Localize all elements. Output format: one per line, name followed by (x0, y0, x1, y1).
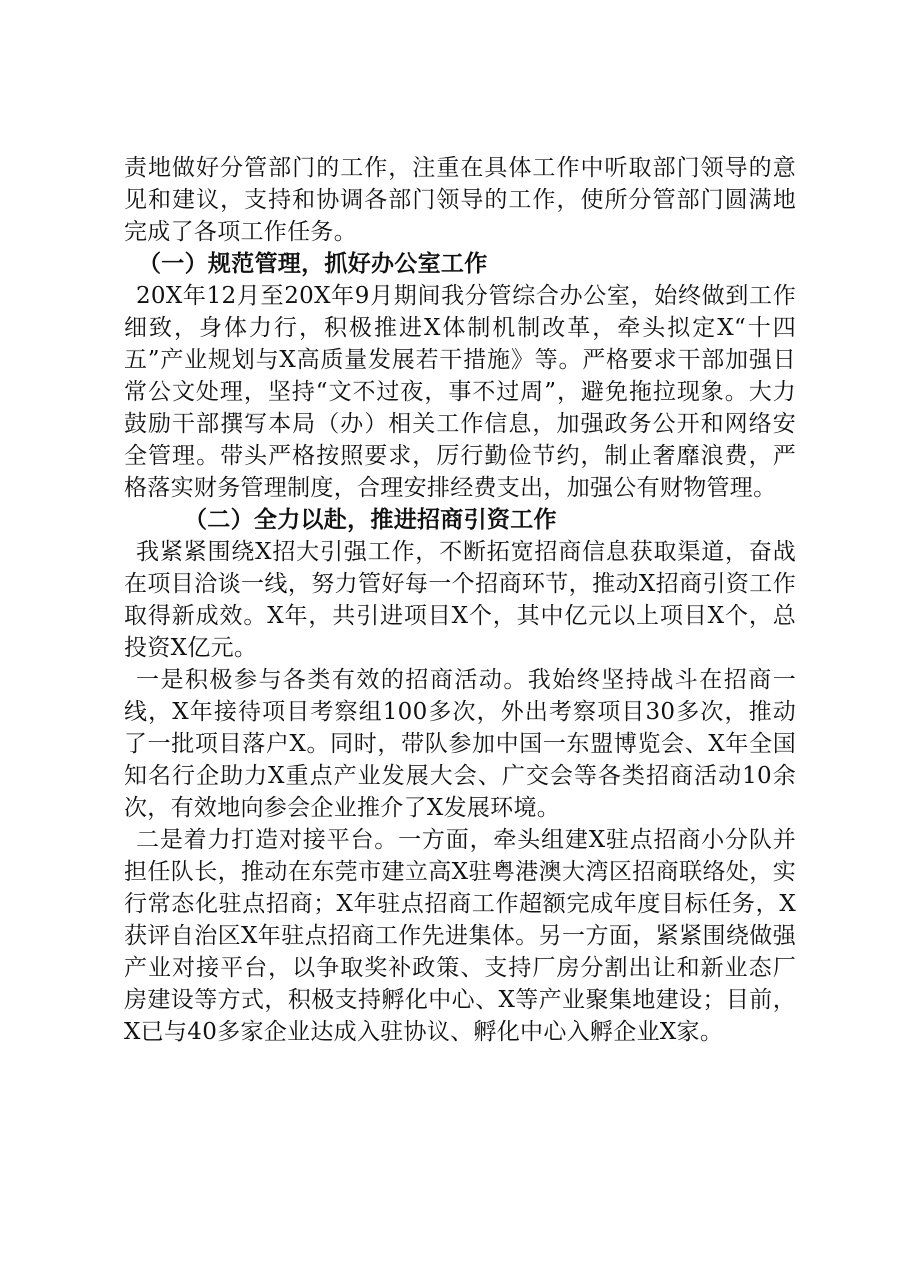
paragraph-intro: 责地做好分管部门的工作，注重在具体工作中听取部门领导的意见和建议，支持和协调各部门领导的工作，使所分管部门圆满地完成了各项工作任务。 (124, 155, 796, 245)
section-heading-2: （二）全力以赴，推进招商引资工作 (184, 506, 557, 533)
paragraph-docking-platform: 二是着力打造对接平台。一方面，牵头组建X驻点招商小分队并担任队长，推动在东莞市建立高X驻粤港澳大湾区招商联络处，实行常态化驻点招商；X年驻点招商工作超额完成年度目标任务，X获评自治区X年驻点招商工作先进集体。另一方面，紧紧围绕做强产业对接平台，以争取奖补政策、支持厂房分割出让和新业态厂房建设等方式，积极支持孵化中心、X等产业聚集地建设；目前，X已与40多家企业达成入驻协议、孵化中心入孵企业X家。 (124, 827, 796, 1045)
paragraph-office-work: 20X年12月至20X年9月期间我分管综合办公室，始终做到工作细致，身体力行，积极推进X体制机制改革，牵头拟定X“十四五”产业规划与X高质量发展若干措施》等。严格要求干部加强日常公文处理，坚持“文不过夜，事不过周”，避免拖拉现象。大力鼓励干部撰写本局（办）相关工作信息，加强政务公开和网络安全管理。带头严格按照要求，厉行勤俭节约，制止奢靡浪费，严格落实财务管理制度，合理安排经费支出，加强公有财物管理。 (124, 283, 796, 501)
paragraph-investment-overview: 我紧紧围绕X招大引强工作，不断拓宽招商信息获取渠道，奋战在项目洽谈一线，努力管好每一个招商环节，推动X招商引资工作取得新成效。X年，共引进项目X个，其中亿元以上项目X个，总投资X亿元。 (124, 539, 796, 661)
document-body (124, 152, 796, 1048)
paragraph-investment-activities: 一是积极参与各类有效的招商活动。我始终坚持战斗在招商一线，X年接待项目考察组100多次，外出考察项目30多次，推动了一批项目落户X。同时，带队参加中国一东盟博览会、X年全国知名行企助力X重点产业发展大会、广交会等各类招商活动10余次，有效地向参会企业推介了X发展环境。 (124, 667, 796, 821)
section-heading-1: （一）规范管理，抓好办公室工作 (138, 250, 488, 277)
